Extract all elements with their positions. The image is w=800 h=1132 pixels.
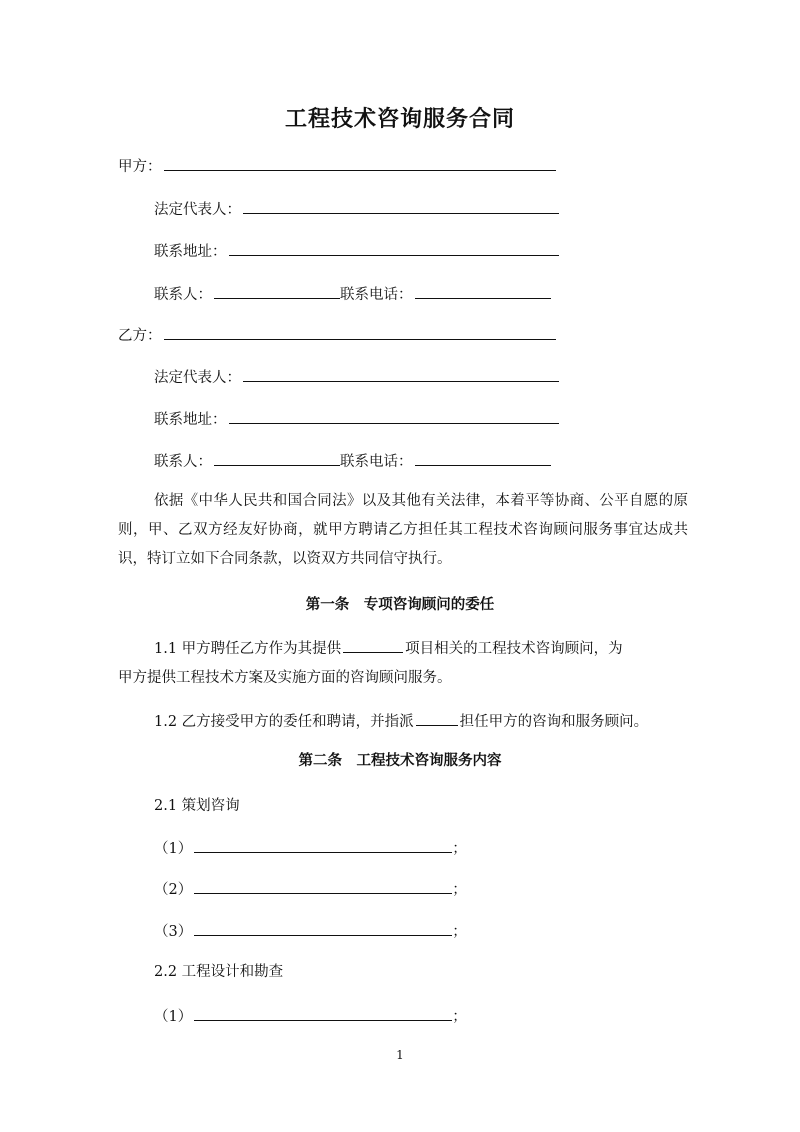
party-a-rep-line (154, 199, 559, 220)
clause-1-2 (154, 711, 648, 732)
party-b-phone-blank[interactable] (415, 451, 551, 466)
party-b-contact-label: 联系人： (154, 454, 212, 470)
party-b-blank[interactable] (164, 325, 556, 340)
item-end: ； (452, 1009, 467, 1025)
article-1-heading: 第一条 专项咨询顾问的委任 (305, 597, 495, 613)
list-item (154, 879, 467, 900)
intro-paragraph: 依据《中华人民共和国合同法》以及其他有关法律，本着平等协商、公平自愿的原则，甲、乙双方经友好协商，就甲方聘请乙方担任其工程技术咨询顾问服务事宜达成共识，特订立如下合同条款，以资双方共同信守执行。 (118, 493, 688, 567)
party-b-address-line (154, 409, 559, 430)
party-b-line (118, 325, 556, 346)
item-number: （3） (154, 924, 193, 940)
party-b-address-label: 联系地址： (154, 412, 227, 428)
clause-1-1-text-c: 甲方提供工程技术方案及实施方面的咨询顾问服务。 (118, 670, 452, 686)
party-b-rep-blank[interactable] (243, 367, 559, 382)
party-a-label: 甲方： (118, 159, 162, 175)
party-a-address-blank[interactable] (229, 241, 559, 256)
party-a-phone-blank[interactable] (415, 284, 551, 299)
item-end: ； (452, 924, 467, 940)
item-blank[interactable] (194, 838, 452, 853)
party-b-phone-label: 联系电话： (340, 454, 413, 470)
party-b-address-blank[interactable] (229, 409, 559, 424)
party-a-rep-blank[interactable] (243, 199, 559, 214)
clause-1-1-text-b: 项目相关的工程技术咨询顾问，为 (405, 641, 623, 657)
page-title: 工程技术咨询服务合同 (284, 107, 515, 132)
section-2-1: 2.1 策划咨询 (154, 798, 240, 814)
party-a-contact-label: 联系人： (154, 287, 212, 303)
clause-1-2-text-b: 担任甲方的咨询和服务顾问。 (459, 714, 649, 730)
item-end: ； (452, 841, 467, 857)
party-b-rep-label: 法定代表人： (154, 370, 241, 386)
item-number: （2） (154, 882, 193, 898)
item-end: ； (452, 882, 467, 898)
party-b-contact-line (154, 451, 551, 472)
clause-1-1 (154, 638, 623, 659)
item-number: （1） (154, 841, 193, 857)
party-a-line (118, 156, 556, 177)
list-item (154, 838, 467, 859)
list-item (154, 1006, 467, 1027)
party-b-rep-line (154, 367, 559, 388)
item-blank[interactable] (194, 879, 452, 894)
clause-1-2-text-a: 1.2 乙方接受甲方的委任和聘请，并指派 (154, 714, 414, 730)
party-a-rep-label: 法定代表人： (154, 202, 241, 218)
party-a-address-line (154, 241, 559, 262)
party-a-contact-blank[interactable] (214, 284, 340, 299)
item-blank[interactable] (194, 921, 452, 936)
party-a-contact-line (154, 284, 551, 305)
clause-1-1-text-a: 1.1 甲方聘任乙方作为其提供 (154, 641, 342, 657)
assignee-blank[interactable] (416, 711, 458, 726)
party-a-address-label: 联系地址： (154, 244, 227, 260)
item-number: （1） (154, 1009, 193, 1025)
clause-1-1-continued (118, 668, 452, 688)
party-b-contact-blank[interactable] (214, 451, 340, 466)
section-2-2: 2.2 工程设计和勘查 (154, 964, 284, 980)
article-2-heading: 第二条 工程技术咨询服务内容 (298, 753, 502, 769)
item-blank[interactable] (194, 1006, 452, 1021)
page-number: 1 (396, 1048, 404, 1062)
party-b-label: 乙方： (118, 328, 162, 344)
party-a-phone-label: 联系电话： (340, 287, 413, 303)
party-a-blank[interactable] (164, 156, 556, 171)
project-name-blank[interactable] (343, 638, 403, 653)
list-item (154, 921, 467, 942)
